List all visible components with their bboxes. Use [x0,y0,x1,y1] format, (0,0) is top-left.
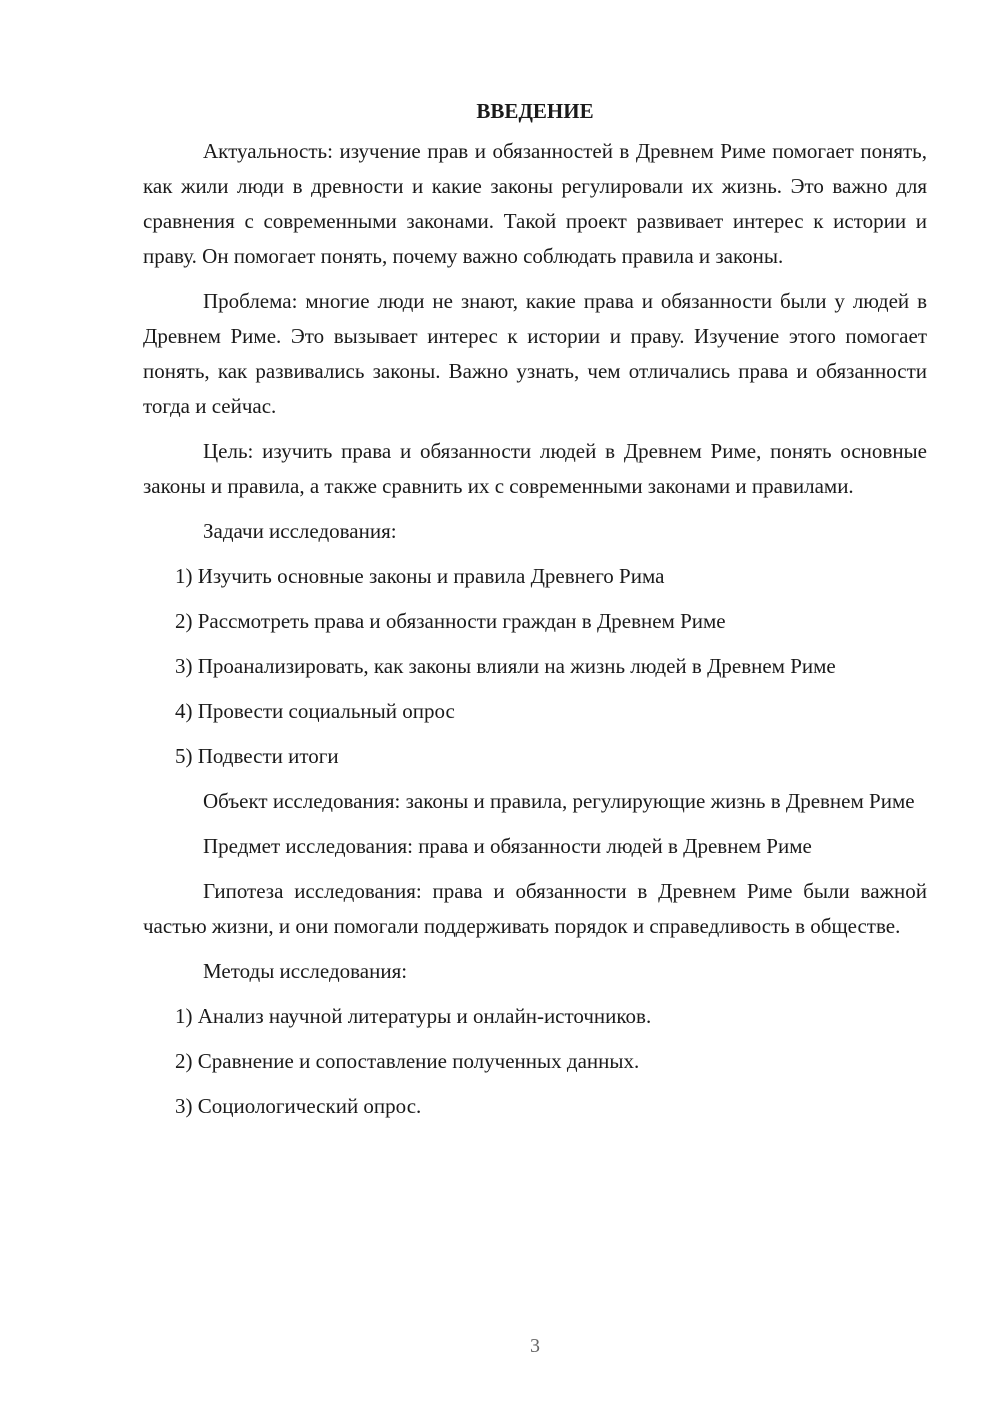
paragraph-methods-heading: Методы исследования: [203,959,408,983]
page-number: 3 [530,1335,540,1357]
paragraph-hypothesis: Гипотеза исследования: права и обязанности в Древнем Риме были важной частью жизни, и они помогали поддерживать порядок и справедливость в обществе. [143,879,927,938]
paragraph-subject: Предмет исследования: права и обязанности людей в Древнем Риме [203,834,812,858]
page-content [143,96,927,1134]
list-item: 3) Проанализировать, как законы влияли на жизнь людей в Древнем Риме [175,654,836,678]
list-item: 4) Провести социальный опрос [175,699,455,723]
paragraph-problem: Проблема: многие люди не знают, какие права и обязанности были у людей в Древнем Риме. Это вызывает интерес к истории и праву. Изучение этого помогает понять, как развивались законы. Важно узнать, чем отличались права и обязанности тогда и сейчас. [143,289,927,418]
paragraph-goal: Цель: изучить права и обязанности людей в Древнем Риме, понять основные законы и правила, а также сравнить их с современными законами и правилами. [143,439,927,498]
section-title: ВВЕДЕНИЕ [476,99,594,123]
list-item: 3) Социологический опрос. [175,1094,422,1118]
list-item: 2) Сравнение и сопоставление полученных данных. [175,1049,640,1073]
list-item: 5) Подвести итоги [175,744,339,768]
paragraph-object: Объект исследования: законы и правила, регулирующие жизнь в Древнем Риме [203,789,915,813]
list-item: 2) Рассмотреть права и обязанности граждан в Древнем Риме [175,609,726,633]
list-item: 1) Анализ научной литературы и онлайн-источников. [175,1004,652,1028]
paragraph-relevance: Актуальность: изучение прав и обязанностей в Древнем Риме помогает понять, как жили люди в древности и какие законы регулировали их жизнь. Это важно для сравнения с современными законами. Такой проект развивает интерес к истории и праву. Он помогает понять, почему важно соблюдать правила и законы. [143,139,927,268]
list-item: 1) Изучить основные законы и правила Древнего Рима [175,564,665,588]
paragraph-tasks-heading: Задачи исследования: [203,519,397,543]
